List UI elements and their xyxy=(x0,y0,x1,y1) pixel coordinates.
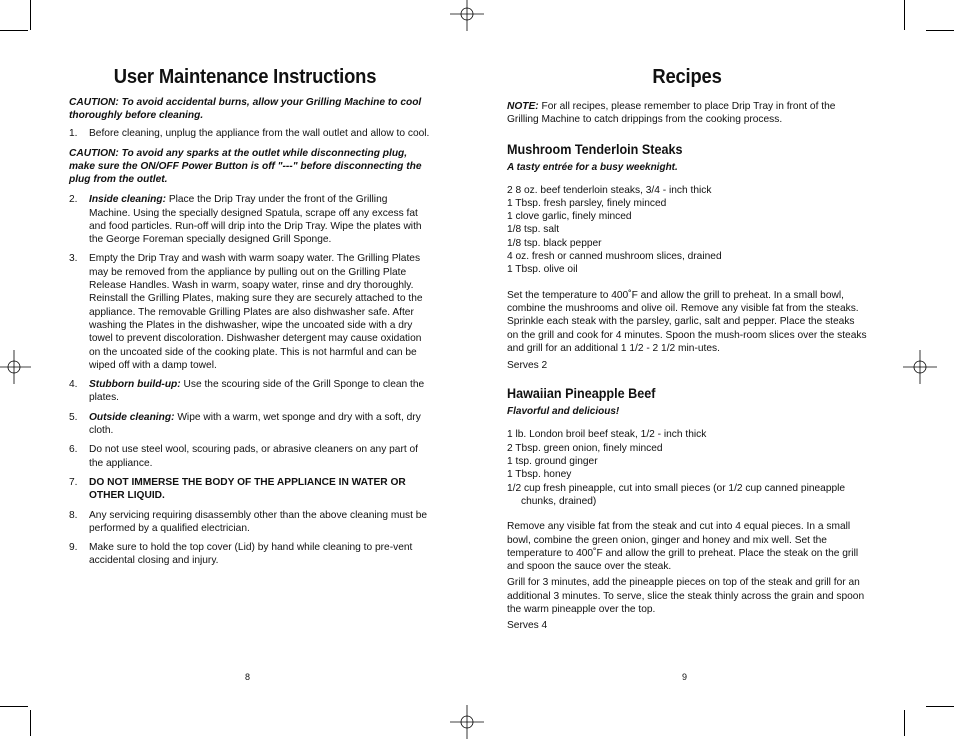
registration-mark-icon xyxy=(0,350,31,384)
list-item: 1 tsp. ground ginger xyxy=(507,456,598,468)
list-item: 2. Inside cleaning: Place the Drip Tray under the front of the Grilling Machine. Using the specially designed Spatula, scrape off any excess fat and food particles. Run-off will drip into the Drip Tray. Wipe the plates with the George Foreman specially designed Grill Sponge. xyxy=(69,194,422,246)
page-number: 9 xyxy=(682,672,688,682)
recipe-note: NOTE: For all recipes, please remember to place Drip Tray in front of the Grilling Machine to catch drippings from the cooking process. xyxy=(507,101,836,126)
list-item: 1/8 tsp. black pepper xyxy=(507,237,602,249)
recipes-page xyxy=(507,60,867,633)
list-item: 8. Any servicing requiring disassembly other than the above cleaning must be performed by a qualified electrician. xyxy=(69,509,428,534)
list-item: 2 8 oz. beef tenderloin steaks, 3/4 - inch thick xyxy=(507,184,712,196)
list-item: 1/8 tsp. salt xyxy=(507,224,560,236)
recipe-directions: Set the temperature to 400˚F and allow the grill to preheat. In a small bowl, combine the mushrooms and olive oil. Remove any visible fat from the steaks. Sprinkle each steak with the parsley, garlic, salt and pepper. Place the steaks on the grill and cook for 4 minutes. Spoon the mush-room slices over the steaks and grill for an additional 1 1/2 - 2 1/2 min-utes. xyxy=(507,289,867,354)
recipe-serves: Serves 4 xyxy=(507,620,548,632)
list-item: 2 Tbsp. green onion, finely minced xyxy=(507,442,663,454)
registration-mark-icon xyxy=(903,350,937,384)
recipe-directions: Grill for 3 minutes, add the pineapple pieces on top of the steak and grill for an additional 3 minutes. To serve, slice the steak thinly across the grain and spoon the warm pineapple over the top. xyxy=(507,577,865,616)
crop-mark xyxy=(0,706,28,707)
ingredient-list xyxy=(507,428,867,508)
list-item: 3. Empty the Drip Tray and wash with warm soapy water. The Grilling Plates may be removed from the appliance by pulling out on the Grilling Plate Release Handles. Wash in warm, soapy water, rinse and dry thoroughly. Reinstall the Grilling Plates, making sure they are securely attached to the appliance. The removable Grilling Plates are also dishwasher safe. After washing the Plates in the dishwasher, wipe the uncoated side with a dry towel to prevent discoloration. Dishwasher detergent may cause oxidation on the uncoated side of the cooking plate. This is not harmful and can be wiped off with a damp towel. xyxy=(69,253,423,371)
crop-mark xyxy=(904,0,905,30)
recipe-tagline: A tasty entrée for a busy weeknight. xyxy=(507,161,678,173)
list-item: 1 Tbsp. honey xyxy=(507,469,572,481)
list-item: 4. Stubborn build-up: Use the scouring side of the Grill Sponge to clean the plates. xyxy=(69,379,425,404)
steps-list xyxy=(69,193,431,567)
recipe-title: Hawaiian Pineapple Beef xyxy=(507,385,656,402)
registration-mark-icon xyxy=(450,705,484,739)
recipe-serves: Serves 2 xyxy=(507,360,548,372)
list-item: 1 clove garlic, finely minced xyxy=(507,211,632,223)
crop-mark xyxy=(926,706,954,707)
maintenance-page xyxy=(69,60,431,568)
list-item: 1/2 cup fresh pineapple, cut into small pieces (or 1/2 cup canned pineapple chunks, drained) xyxy=(507,482,846,507)
crop-mark xyxy=(30,710,31,736)
list-item: 9. Make sure to hold the top cover (Lid) by hand while cleaning to pre-vent accidental closing and injury. xyxy=(69,542,413,567)
list-item: 6. Do not use steel wool, scouring pads, or abrasive cleaners on any part of the appliance. xyxy=(69,444,419,469)
list-item: 1. Before cleaning, unplug the appliance from the wall outlet and allow to cool. xyxy=(69,128,430,139)
registration-mark-icon xyxy=(450,0,484,31)
list-item: 1 Tbsp. olive oil xyxy=(507,264,578,276)
crop-mark xyxy=(30,0,31,30)
recipe-title: Mushroom Tenderloin Steaks xyxy=(507,140,683,157)
crop-mark xyxy=(926,30,954,31)
recipe-tagline: Flavorful and delicious! xyxy=(507,406,620,418)
ingredient-list xyxy=(507,184,867,277)
list-item: 7. DO NOT IMMERSE THE BODY OF THE APPLIANCE IN WATER OR OTHER LIQUID. xyxy=(69,476,406,502)
steps-list xyxy=(69,127,431,140)
page-title: Recipes xyxy=(652,66,722,88)
recipe-directions: Remove any visible fat from the steak and cut into 4 equal pieces. In a small bowl, combine the green onion, ginger and honey and mix well. Set the temperature to 400˚F and allow the grill to preheat. Place the steak on the grill and spoon the sauce over the steak. xyxy=(507,521,859,573)
caution-burns: CAUTION: To avoid accidental burns, allow your Grilling Machine to cool thoroughly before cleaning. xyxy=(69,97,422,121)
list-item: 1 Tbsp. fresh parsley, finely minced xyxy=(507,197,667,209)
caution-sparks: CAUTION: To avoid any sparks at the outlet while disconnecting plug, make sure the ON/OFF Power Button is off "---" before disconnecting the plug from the outlet. xyxy=(69,148,422,186)
list-item: 4 oz. fresh or canned mushroom slices, drained xyxy=(507,251,722,263)
page-number: 8 xyxy=(245,672,251,682)
page-title: User Maintenance Instructions xyxy=(113,66,377,88)
list-item: 1 lb. London broil beef steak, 1/2 - inch thick xyxy=(507,429,707,441)
crop-mark xyxy=(0,30,28,31)
list-item: 5. Outside cleaning: Wipe with a warm, wet sponge and dry with a soft, dry cloth. xyxy=(69,411,421,437)
crop-mark xyxy=(904,710,905,736)
